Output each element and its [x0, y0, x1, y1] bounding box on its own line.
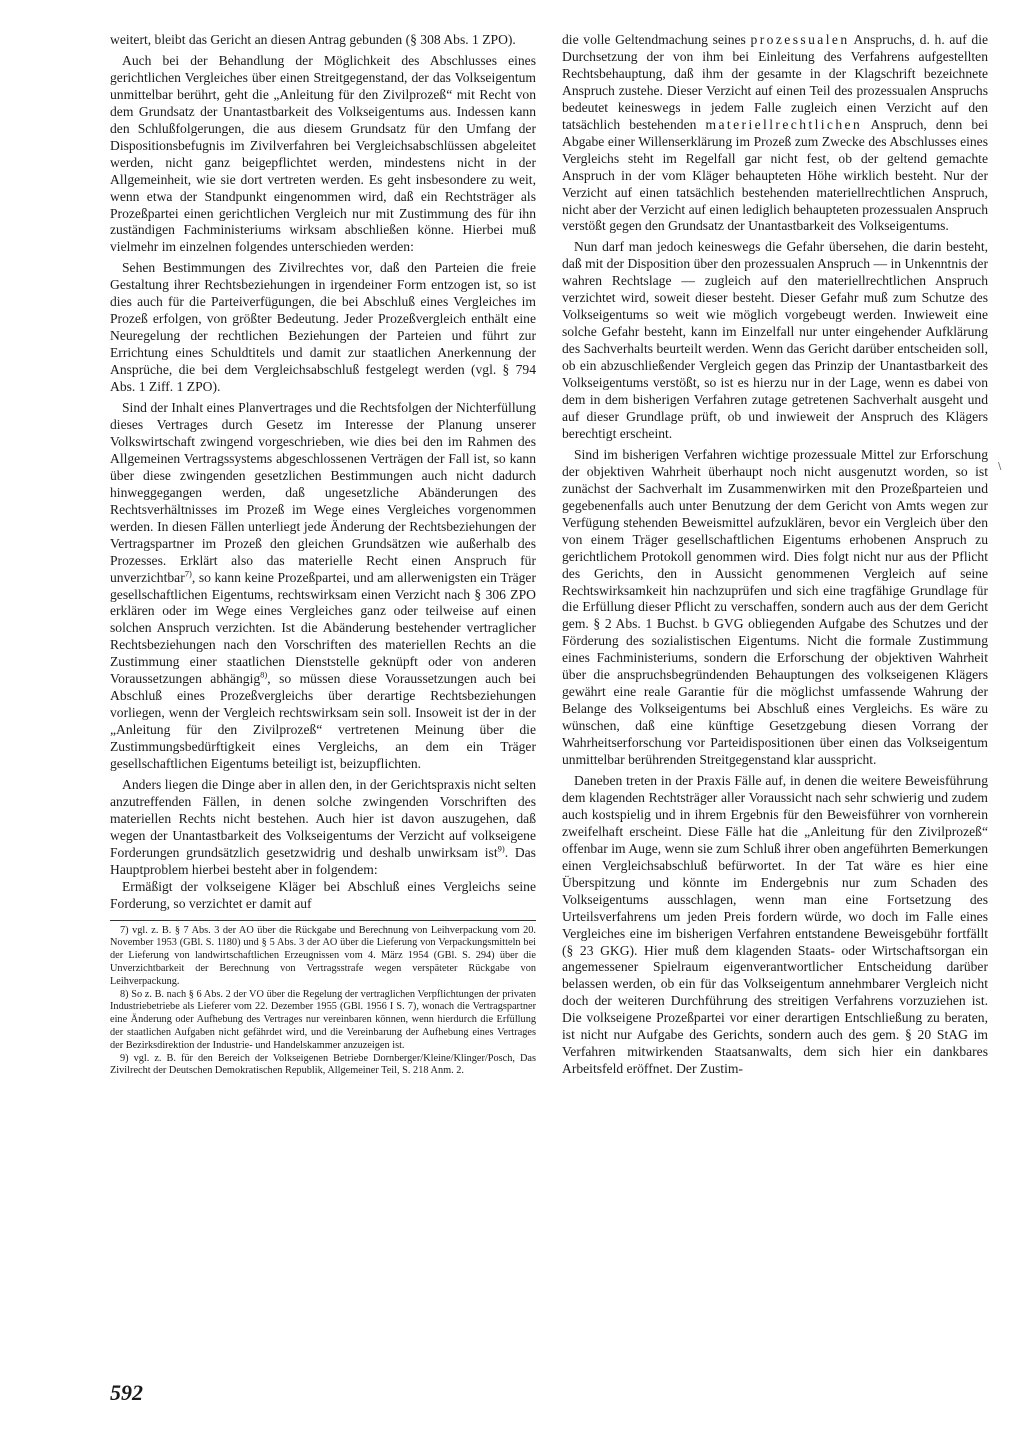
paragraph: Nun darf man jedoch keineswegs die Gefahr übersehen, die darin besteht, daß mit der Disposition über den prozessualen Anspruch — in Unkenntnis der wahren Rechtslage — zugleich auf den materiellrechtlichen Anspruch verzichtet wird, soweit dieser besteht. Dieser Gefahr muß zum Schutze des Volkseigentums so weit wie möglich vorgebeugt werden. Inwieweit eine solche Gefahr besteht, kann im Einzelfall nur unter eingehender Aufklärung des Sachverhalts beurteilt werden. Wenn das Gericht darüber entscheiden soll, ob ein abzuschließender Vergleich gegen das Prinzip der Unantastbarkeit des Volkseigentums verstößt, so ist es hierzu nur in der Lage, wenn es dabei von dem in dem bisherigen Verfahren zutage getretenen Sachverhalt ausgeht und auf dieser Grundlage prüft, ob und inwieweit der Anspruch des Klägers berechtigt erscheint. [562, 239, 988, 441]
spaced-term: prozessualen [750, 32, 850, 47]
paragraph [110, 777, 536, 879]
paragraph-text: die volle Geltendmachung seines [562, 32, 746, 47]
paragraph: weitert, bleibt das Gericht an diesen Antrag gebunden (§ 308 Abs. 1 ZPO). [110, 32, 516, 47]
paragraph: Daneben treten in der Praxis Fälle auf, in denen die weitere Beweisführung dem klagenden Rechtsträger aller Voraussicht nach sehr schwierig und zudem auch kostspielig und in ihrem Ergebnis für den Beweisführer von vornherein zweifelhaft erscheint. Diese Fälle hat die „Anleitung für den Zivilprozeß“ offenbar im Auge, wenn sie zum Schluß ihrer oben angeführten Bemerkungen einen Vergleichsabschluß befürwortet. In der Tat wäre es hier eine Überspitzung und könnte im Endergebnis nur zum Schaden des Volkseigentums ausschlagen, wenn man eine Fortsetzung des Urteilsverfahrens um jeden Preis fordern würde, wo doch im Falle eines Vergleiches eine im bisherigen Verfahren entstandene Beweisgebühr fortfällt (§ 23 GKG). Hier muß dem klagenden Staats- oder Wirtschaftsorgan ein angemessener Spielraum eigenverantwortlicher Entscheidung darüber belassen werden, ob ein für das Volkseigentum annehmbarer Vergleich nicht doch der weiteren Durchführung des streitigen Verfahrens vorzuziehen ist. Die volkseigene Prozeßpartei vor einer derartigen Entschließung zu beraten, ist nicht nur Aufgabe des Gerichts, sondern auch des gem. § 20 StAG im Verfahren mitwirkenden Staatsanwalts, dem sich hier ein dankbares Arbeitsfeld eröffnet. Der Zustim- [562, 772, 988, 1077]
right-column [562, 32, 988, 1078]
paragraph: Sehen Bestimmungen des Zivilrechtes vor, daß den Parteien die freie Gestaltung ihrer Rechtsbeziehungen in irgendeiner Form entzogen ist, so ist dies auch für die Parteiverfügungen, die bei Abschluß eines Vergleiches im Prozeß erfolgen, von größter Bedeutung. Jeder Prozeßvergleich enthält eine Neuregelung der rechtlichen Beziehungen der Parteien und führt zur Errichtung eines Schuldtitels und damit zur staatlichen Anerkennung der Ansprüche, die bei dem Vergleichsabschluß festgelegt werden (vgl. § 794 Abs. 1 Ziff. 1 ZPO). [110, 260, 536, 395]
journal-page [110, 32, 988, 1432]
paragraph-text: Anders liegen die Dinge aber in allen den, in der Gerichtspraxis nicht selten anzutreffenden Fällen, in denen solche zwingenden Vorschriften des materiellen Rechts nicht bestehen. Auch hier ist davon auszugehen, daß wegen der Unantastbarkeit des Volkseigentums der Verzicht auf volkseigene Forderungen grundsätzlich gesetzwidrig und deshalb unwirksam ist [110, 776, 536, 860]
paragraph: Ermäßigt der volkseigene Kläger bei Abschluß eines Vergleichs seine Forderung, so verzichtet er damit auf [110, 878, 536, 911]
margin-mark: \ [998, 461, 1002, 472]
paragraph-text: . Das Hauptproblem hierbei besteht aber in folgendem: [110, 844, 536, 877]
footnote-ref-7: 7) [184, 568, 192, 579]
paragraph-text: , so kann keine Prozeßpartei, und am allerwenigsten ein Träger gesellschaftlichen Eigentums, rechtswirksam einen Verzicht nach § 306 ZPO erklären oder im Wege eines Vergleiches ganz oder teilweise auf einen solchen Anspruch verzichten. Ist die Abänderung bestehender vertraglicher Rechtsbeziehungen nach den Vorschriften des materiellen Rechts an die Zustimmung einer staatlichen Dienststelle geknüpft oder von anderen Voraussetzungen abhängig [110, 569, 536, 687]
paragraph [110, 400, 536, 773]
paragraph [562, 32, 988, 235]
footnote-ref-9: 9) [497, 843, 505, 854]
footnote-7: 7) vgl. z. B. § 7 Abs. 3 der AO über die Rückgabe und Berechnung von Leihverpackung vom 20. November 1953 (GBl. S. 1180) und § 5 Abs. 3 der AO über die Lieferung von Verpackungsmitteln bei der Lieferung von landwirtschaftlichen Erzeugnissen vom 4. März 1954 (GBl. S. 294) über die Unverzichtbarkeit der Berechnung von Vertragsstrafe wegen verspäteter Rückgabe von Leihverpackung. [110, 924, 536, 987]
paragraph: Sind im bisherigen Verfahren wichtige prozessuale Mittel zur Erforschung der objektiven Wahrheit überhaupt noch nicht ausgenutzt worden, so ist zunächst der Sachverhalt im Zusammenwirken mit den Prozeßparteien und gegebenenfalls auch unter Benutzung der dem Gericht von Amts wegen zur Verfügung stehenden Beweismittel aufzuklären, bevor ein Vergleich über den von einem Träger gesellschaftlichen Eigentums erhobenen Anspruch zu gerichtlichem Protokoll genommen wird. Dies folgt nicht nur aus der Pflicht des Gerichts, den in Aussicht genommenen Vergleich auf seine Rechtswirksamkeit hin nachzuprüfen und sich eine tragfähige Grundlage für die Erfüllung dieser Pflicht zu verschaffen, sondern auch aus der dem Gericht gem. § 2 Abs. 1 Buchst. b GVG obliegenden Aufgabe des Schutzes und der Förderung des sozialistischen Eigentums. Nicht die formale Zustimmung eines Fachministeriums, sondern die Erforschung der objektiven Wahrheit über die anspruchsbegründenden Behauptungen des volkseigenen Klägers gewährt eine reale Garantie für die möglichst umfassende Wahrung der Belange des Volkseigentums bei Abschluß eines Vergleichs. Es wäre zu wünschen, daß eine künftige Gesetzgebung diesen Vorrang der Wahrheitserforschung vor Parteidispositionen über einen das Volkseigentum unmittelbar berührenden Streitgegenstand klar ausspricht. [562, 446, 988, 768]
footnote-9: 9) vgl. z. B. für den Bereich der Volkseigenen Betriebe Dornberger/Kleine/Klinger/Posch, Das Zivilrecht der Deutschen Demokratischen Republik, Allgemeiner Teil, S. 218 Anm. 2. [110, 1052, 536, 1077]
footnote-ref-8: 8) [260, 669, 268, 680]
page-number: 592 [110, 1380, 143, 1405]
paragraph-text: Anspruch, denn bei Abgabe einer Willenserklärung im Prozeß zum Zwecke des Abschlusses eines Vergleichs steht im Regelfall gar nicht fest, ob der geltend gemachte Anspruch in der vom Kläger behaupteten Höhe wirklich besteht. Nur der Verzicht auf einen tatsächlich bestehenden materiellrechtlichen Anspruch, nicht aber der Verzicht auf einen lediglich behaupteten prozessualen Anspruch verstößt gegen den Grundsatz der Unantastbarkeit des Volkseigentums. [562, 116, 988, 234]
paragraph-text: Anspruchs, d. h. auf die Durchsetzung der von ihm bei Einleitung des Verfahrens aufgestellten Rechtsbehauptung, daß ihm der gesamte in der Klagschrift bezeichnete Anspruch zustehe. Dieser Verzicht auf einen Teil des prozessualen Anspruchs bedeutet keineswegs in jedem Falle zugleich einen Verzicht auf den tatsächlich bestehenden [562, 32, 989, 132]
spaced-term: materiellrechtlichen [705, 116, 863, 132]
footnote-8: 8) So z. B. nach § 6 Abs. 2 der VO über die Regelung der vertraglichen Verpflichtungen der privaten Industriebetriebe als Lieferer vom 22. Dezember 1955 (GBl. 1956 I S. 7), wonach die Vertragspartner eine Änderung oder Aufhebung des Vertrages nur vereinbaren können, wenn hierdurch die Erfüllung der staatlichen Aufgaben nicht gefährdet wird, und die Vereinbarung der Aufhebung eines Vertrages der Bezirksdirektion der Industrie- und Handelskammer anzuzeigen ist. [110, 988, 536, 1051]
paragraph-text: , so müssen diese Voraussetzungen auch bei Abschluß eines Prozeßvergleichs über derartige Rechtsbeziehungen vorliegen, wenn der Vergleich rechtswirksam sein soll. Insoweit ist der in der „Anleitung für den Zivilprozeß“ vertretenen Meinung über die Zustimmungsbedürftigkeit eines Vergleichs, an dem ein Träger gesellschaftlichen Eigentums beteiligt ist, beizupflichten. [110, 671, 536, 772]
footnotes [110, 920, 536, 1079]
paragraph-text: Sind der Inhalt eines Planvertrages und die Rechtsfolgen der Nichterfüllung dieses Vertrages durch Gesetz im Interesse der Planung unserer Volkswirtschaft zwingend vorgeschrieben, wie dies bei den im Rahmen des Allgemeinen Vertragssystems abgeschlossenen Verträgen der Fall ist, so kann über diese zwingenden gesetzlichen Bestimmungen auch nicht dadurch hinweggegangen werden, daß ungesetzliche Abänderungen des Rechtsverhältnisses im Prozeß im Wege eines Vergleiches vorgenommen werden. In diesen Fällen unterliegt jede Änderung der Rechtsbeziehungen der Vertragspartner im Prozeß den gleichen Grundsätzen wie außerhalb des Prozesses. Erklärt also das materielle Recht einen Anspruch für unverzichtbar [110, 400, 536, 585]
paragraph: Auch bei der Behandlung der Möglichkeit des Abschlusses eines gerichtlichen Vergleiches über einen Streitgegenstand, der das Volkseigentum unmittelbar berührt, geht die „Anleitung für den Zivilprozeß“ mit Recht von dem Grundsatz der Unantastbarkeit des Volkseigentums aus. Indessen kann den Schlußfolgerungen, die aus diesem Grundsatz für den Umfang der Dispositionsbefugnis im Zivilverfahren bei Vergleichsabschlüssen abgeleitet werden, nicht ganz beigepflichtet werden, mindestens nicht in der Allgemeinheit, wie sie dort vertreten werden. Es geht insbesondere zu weit, wenn etwa der Standpunkt eingenommen wird, daß ein Rechtsträger als Prozeßpartei einen gerichtlichen Vergleich nur mit Zustimmung des für ihn zuständigen Fachministeriums wirksam abschließen könne. Hierbei muß vielmehr im einzelnen folgendes unterschieden werden: [110, 52, 536, 255]
left-column [110, 32, 536, 1078]
